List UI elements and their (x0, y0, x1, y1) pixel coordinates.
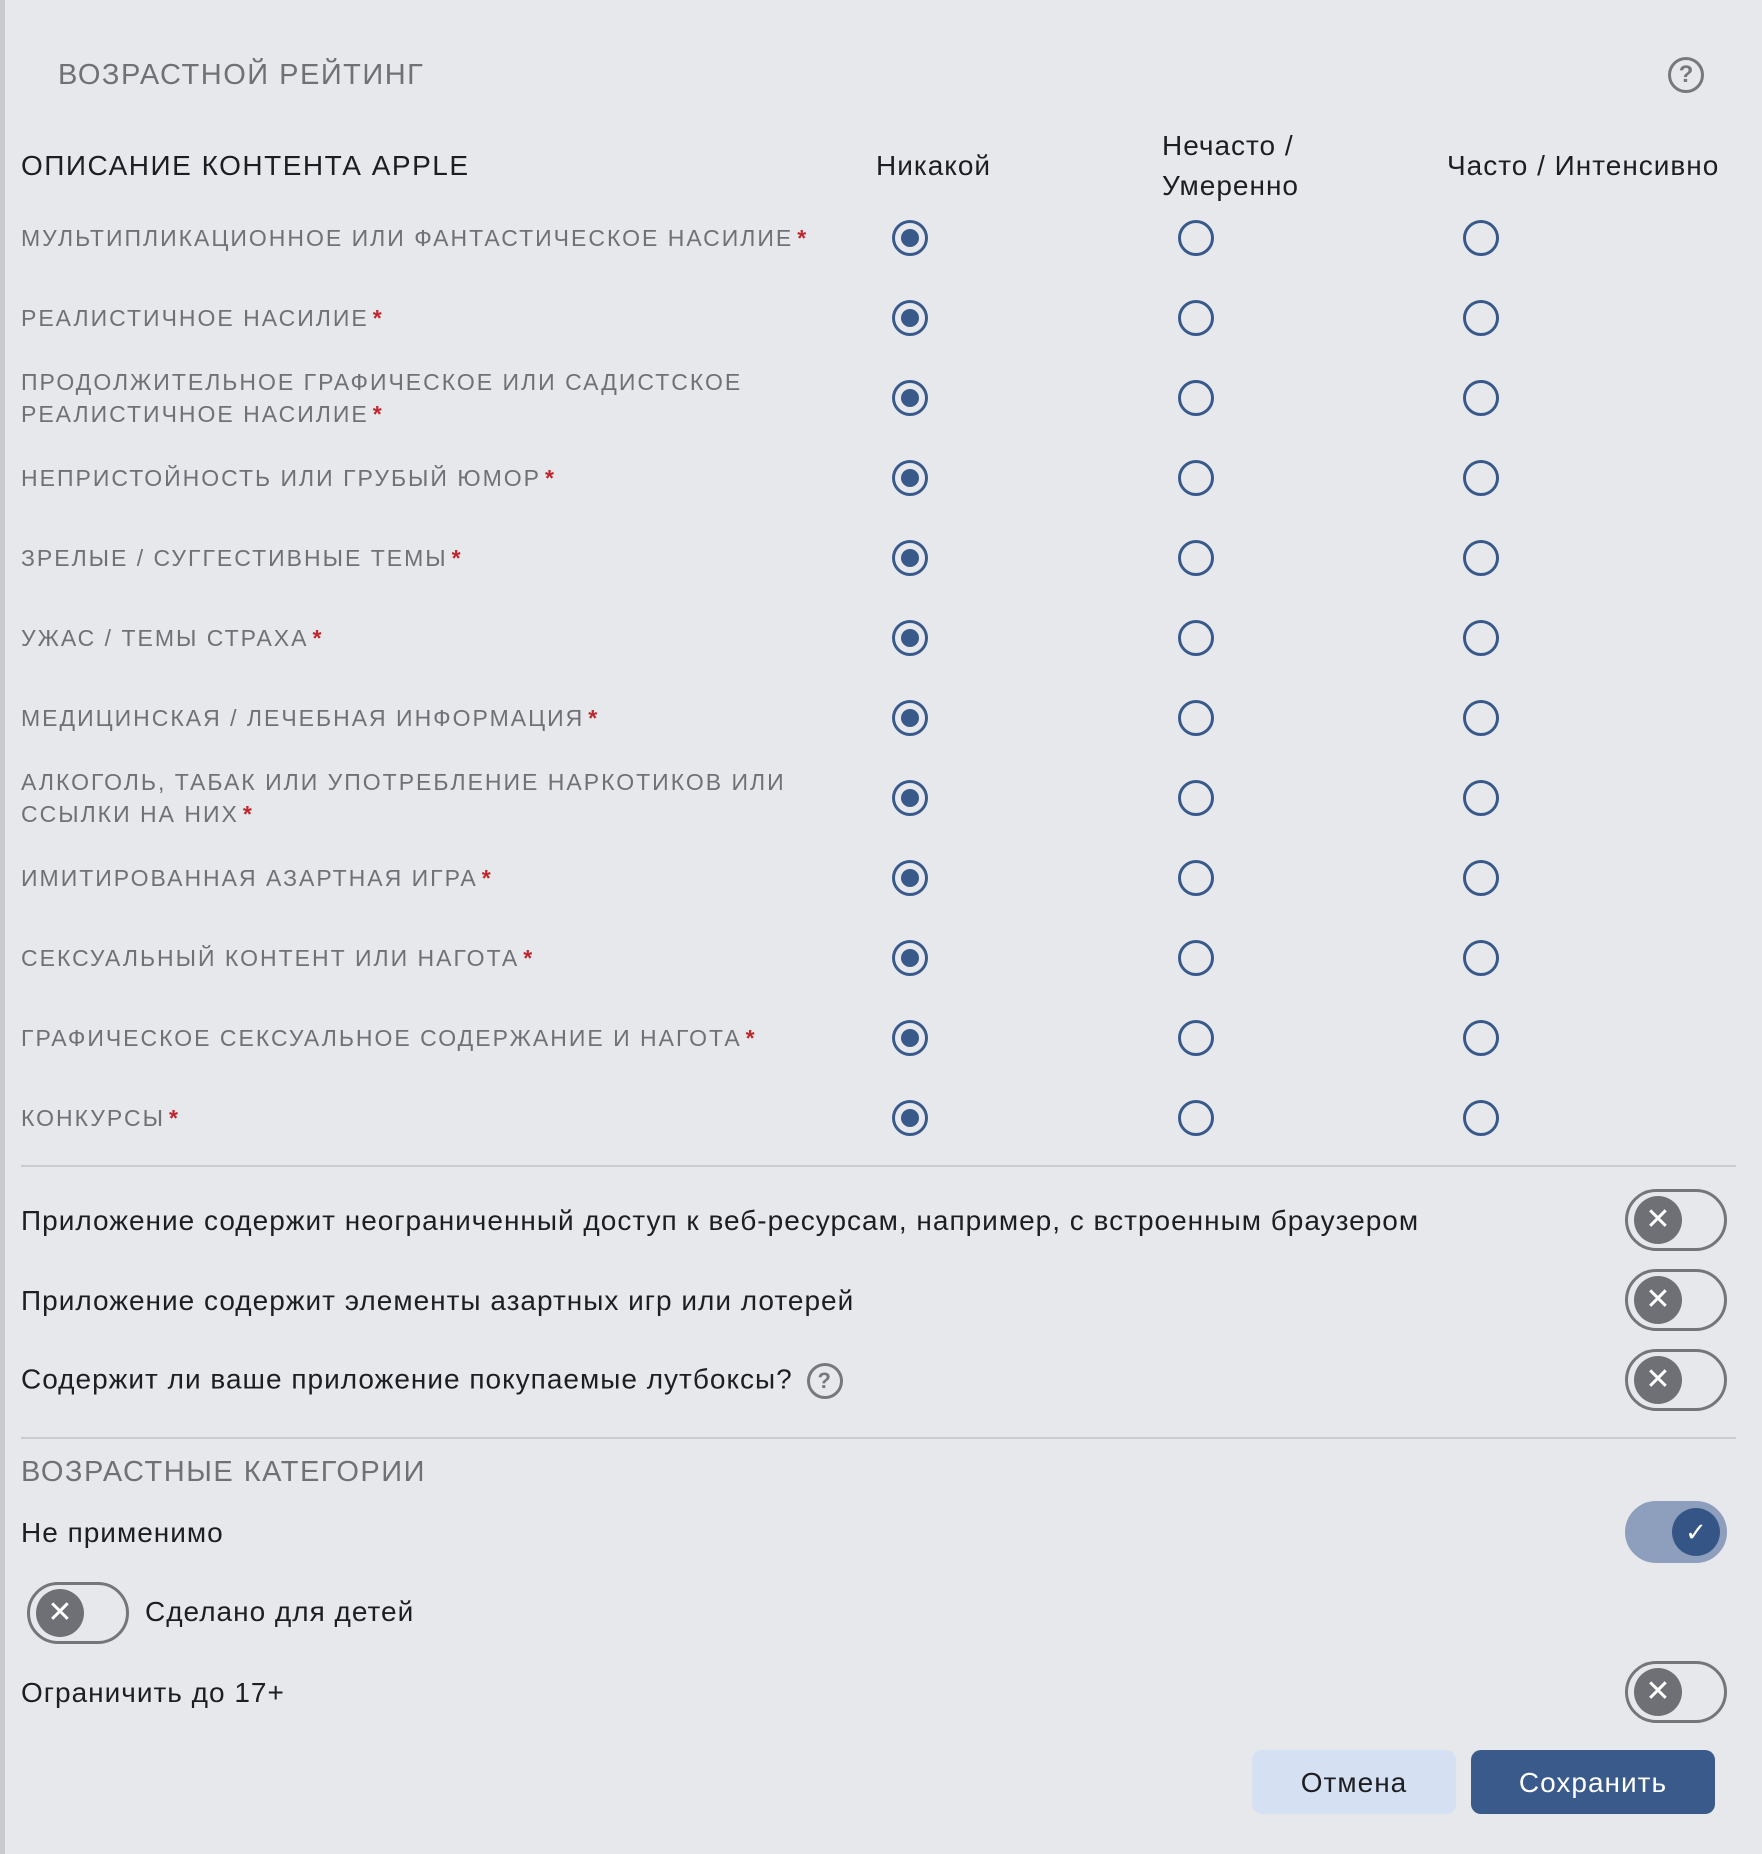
rating-row-label (21, 766, 891, 830)
toggle-row-lootboxes (21, 1341, 1741, 1421)
rating-label-text: МУЛЬТИПЛИКАЦИОННОЕ ИЛИ ФАНТАСТИЧЕСКОЕ НАСИЛИЕ (21, 225, 794, 251)
x-icon: ✕ (1634, 1196, 1682, 1244)
radio-frequent[interactable] (1463, 540, 1499, 576)
required-asterisk: * (797, 225, 809, 251)
rating-label-text: СЕКСУАЛЬНЫЙ КОНТЕНТ ИЛИ НАГОТА (21, 945, 520, 971)
save-button[interactable]: Сохранить (1471, 1750, 1715, 1814)
rating-label-text: МЕДИЦИНСКАЯ / ЛЕЧЕБНАЯ ИНФОРМАЦИЯ (21, 705, 585, 731)
rating-row (21, 278, 1741, 358)
rating-row-label (21, 1102, 891, 1134)
required-asterisk: * (588, 705, 600, 731)
rating-row (21, 438, 1741, 518)
radio-frequent[interactable] (1463, 380, 1499, 416)
required-asterisk: * (544, 465, 556, 491)
rating-row (21, 598, 1741, 678)
radio-infrequent[interactable] (1178, 940, 1214, 976)
x-icon: ✕ (1634, 1276, 1682, 1324)
required-asterisk: * (168, 1105, 180, 1131)
toggle-row-not-applicable (21, 1493, 1741, 1573)
rating-row-label (21, 622, 891, 654)
required-asterisk: * (312, 625, 324, 651)
radio-frequent[interactable] (1463, 300, 1499, 336)
radio-none[interactable] (892, 860, 928, 896)
radio-frequent[interactable] (1463, 460, 1499, 496)
rating-label-text: ГРАФИЧЕСКОЕ СЕКСУАЛЬНОЕ СОДЕРЖАНИЕ И НАГОТА (21, 1025, 742, 1051)
rating-row (21, 998, 1741, 1078)
check-icon: ✓ (1672, 1508, 1720, 1556)
rating-row-label (21, 862, 891, 894)
radio-none[interactable] (892, 380, 928, 416)
toggle-label: Ограничить до 17+ (21, 1677, 285, 1708)
radio-none[interactable] (892, 940, 928, 976)
column-infrequent-header: Нечасто / Умеренно (1162, 130, 1299, 201)
radio-frequent[interactable] (1463, 1020, 1499, 1056)
rating-row (21, 358, 1741, 438)
radio-none[interactable] (892, 220, 928, 256)
required-asterisk: * (523, 945, 535, 971)
required-asterisk: * (372, 401, 384, 427)
required-asterisk: * (372, 305, 384, 331)
x-icon: ✕ (1634, 1668, 1682, 1716)
made-for-kids-label: Сделано для детей (145, 1596, 415, 1627)
column-frequent-header: Часто / Интенсивно (1447, 150, 1720, 181)
radio-none[interactable] (892, 1020, 928, 1056)
made-for-kids-toggle[interactable] (27, 1582, 129, 1644)
rating-row-label (21, 1022, 891, 1054)
rating-label-text: АЛКОГОЛЬ, ТАБАК ИЛИ УПОТРЕБЛЕНИЕ НАРКОТИКОВ ИЛИ ССЫЛКИ НА НИХ (21, 769, 786, 827)
radio-none[interactable] (892, 1100, 928, 1136)
required-asterisk: * (745, 1025, 757, 1051)
toggle-label (21, 1363, 843, 1399)
gambling-toggle[interactable] (1625, 1269, 1727, 1331)
radio-none[interactable] (892, 540, 928, 576)
rating-row-label (21, 366, 891, 430)
radio-infrequent[interactable] (1178, 620, 1214, 656)
restrict-17-toggle[interactable] (1625, 1661, 1727, 1723)
required-asterisk: * (451, 545, 463, 571)
radio-none[interactable] (892, 700, 928, 736)
radio-none[interactable] (892, 780, 928, 816)
rating-label-text: ЗРЕЛЫЕ / СУГГЕСТИВНЫЕ ТЕМЫ (21, 545, 448, 571)
rating-row-label (21, 302, 891, 334)
toggle-row-web-access (21, 1181, 1741, 1261)
rating-row-label (21, 702, 891, 734)
radio-none[interactable] (892, 460, 928, 496)
rating-row (21, 1078, 1741, 1158)
radio-infrequent[interactable] (1178, 300, 1214, 336)
rating-label-text: УЖАС / ТЕМЫ СТРАХА (21, 625, 309, 651)
help-icon[interactable]: ? (807, 1363, 843, 1399)
radio-frequent[interactable] (1463, 940, 1499, 976)
rating-label-text: ИМИТИРОВАННАЯ АЗАРТНАЯ ИГРА (21, 865, 478, 891)
radio-none[interactable] (892, 620, 928, 656)
radio-infrequent[interactable] (1178, 1100, 1214, 1136)
x-icon: ✕ (36, 1589, 84, 1637)
radio-frequent[interactable] (1463, 220, 1499, 256)
rating-row-label (21, 942, 891, 974)
content-description-header: ОПИСАНИЕ КОНТЕНТА APPLE (21, 150, 470, 181)
rating-row-label (21, 222, 891, 254)
radio-infrequent[interactable] (1178, 460, 1214, 496)
radio-frequent[interactable] (1463, 780, 1499, 816)
rating-row-label (21, 462, 891, 494)
radio-none[interactable] (892, 300, 928, 336)
rating-label-text: ПРОДОЛЖИТЕЛЬНОЕ ГРАФИЧЕСКОЕ ИЛИ САДИСТСКОЕ РЕАЛИСТИЧНОЕ НАСИЛИЕ (21, 369, 743, 427)
toggle-label: Не применимо (21, 1517, 224, 1548)
radio-infrequent[interactable] (1178, 780, 1214, 816)
divider (21, 1165, 1736, 1167)
radio-infrequent[interactable] (1178, 380, 1214, 416)
radio-infrequent[interactable] (1178, 540, 1214, 576)
rating-row (21, 758, 1741, 838)
web-access-toggle[interactable] (1625, 1189, 1727, 1251)
rating-row (21, 918, 1741, 998)
lootbox-question: Содержит ли ваше приложение покупаемые лутбоксы? (21, 1363, 793, 1395)
rating-row (21, 678, 1741, 758)
rating-row-label (21, 542, 891, 574)
required-asterisk: * (481, 865, 493, 891)
age-categories-title: ВОЗРАСТНЫЕ КАТЕГОРИИ (21, 1456, 426, 1488)
required-asterisk: * (242, 801, 254, 827)
toggle-label: Приложение содержит неограниченный доступ к веб-ресурсам, например, с встроенным браузером (21, 1205, 1420, 1236)
divider (21, 1437, 1736, 1439)
cancel-button[interactable]: Отмена (1252, 1750, 1456, 1814)
radio-frequent[interactable] (1463, 1100, 1499, 1136)
rating-row (21, 838, 1741, 918)
rating-row (21, 198, 1741, 278)
rating-label-text: КОНКУРСЫ (21, 1105, 165, 1131)
radio-frequent[interactable] (1463, 620, 1499, 656)
help-icon[interactable]: ? (1668, 57, 1704, 93)
radio-infrequent[interactable] (1178, 1020, 1214, 1056)
x-icon: ✕ (1634, 1356, 1682, 1404)
radio-infrequent[interactable] (1178, 220, 1214, 256)
rating-label-text: РЕАЛИСТИЧНОЕ НАСИЛИЕ (21, 305, 369, 331)
rating-label-text: НЕПРИСТОЙНОСТЬ ИЛИ ГРУБЫЙ ЮМОР (21, 465, 541, 491)
column-none-header: Никакой (876, 150, 992, 181)
toggle-label: Приложение содержит элементы азартных игр или лотерей (21, 1285, 855, 1316)
radio-frequent[interactable] (1463, 860, 1499, 896)
dialog-title: ВОЗРАСТНОЙ РЕЙТИНГ (58, 59, 425, 91)
radio-infrequent[interactable] (1178, 860, 1214, 896)
toggle-row-restrict-17 (21, 1653, 1741, 1733)
rating-row (21, 518, 1741, 598)
radio-infrequent[interactable] (1178, 700, 1214, 736)
radio-frequent[interactable] (1463, 700, 1499, 736)
not-applicable-toggle[interactable] (1625, 1501, 1727, 1563)
age-rating-dialog (5, 0, 1762, 1854)
toggle-row-gambling (21, 1261, 1741, 1341)
lootboxes-toggle[interactable] (1625, 1349, 1727, 1411)
